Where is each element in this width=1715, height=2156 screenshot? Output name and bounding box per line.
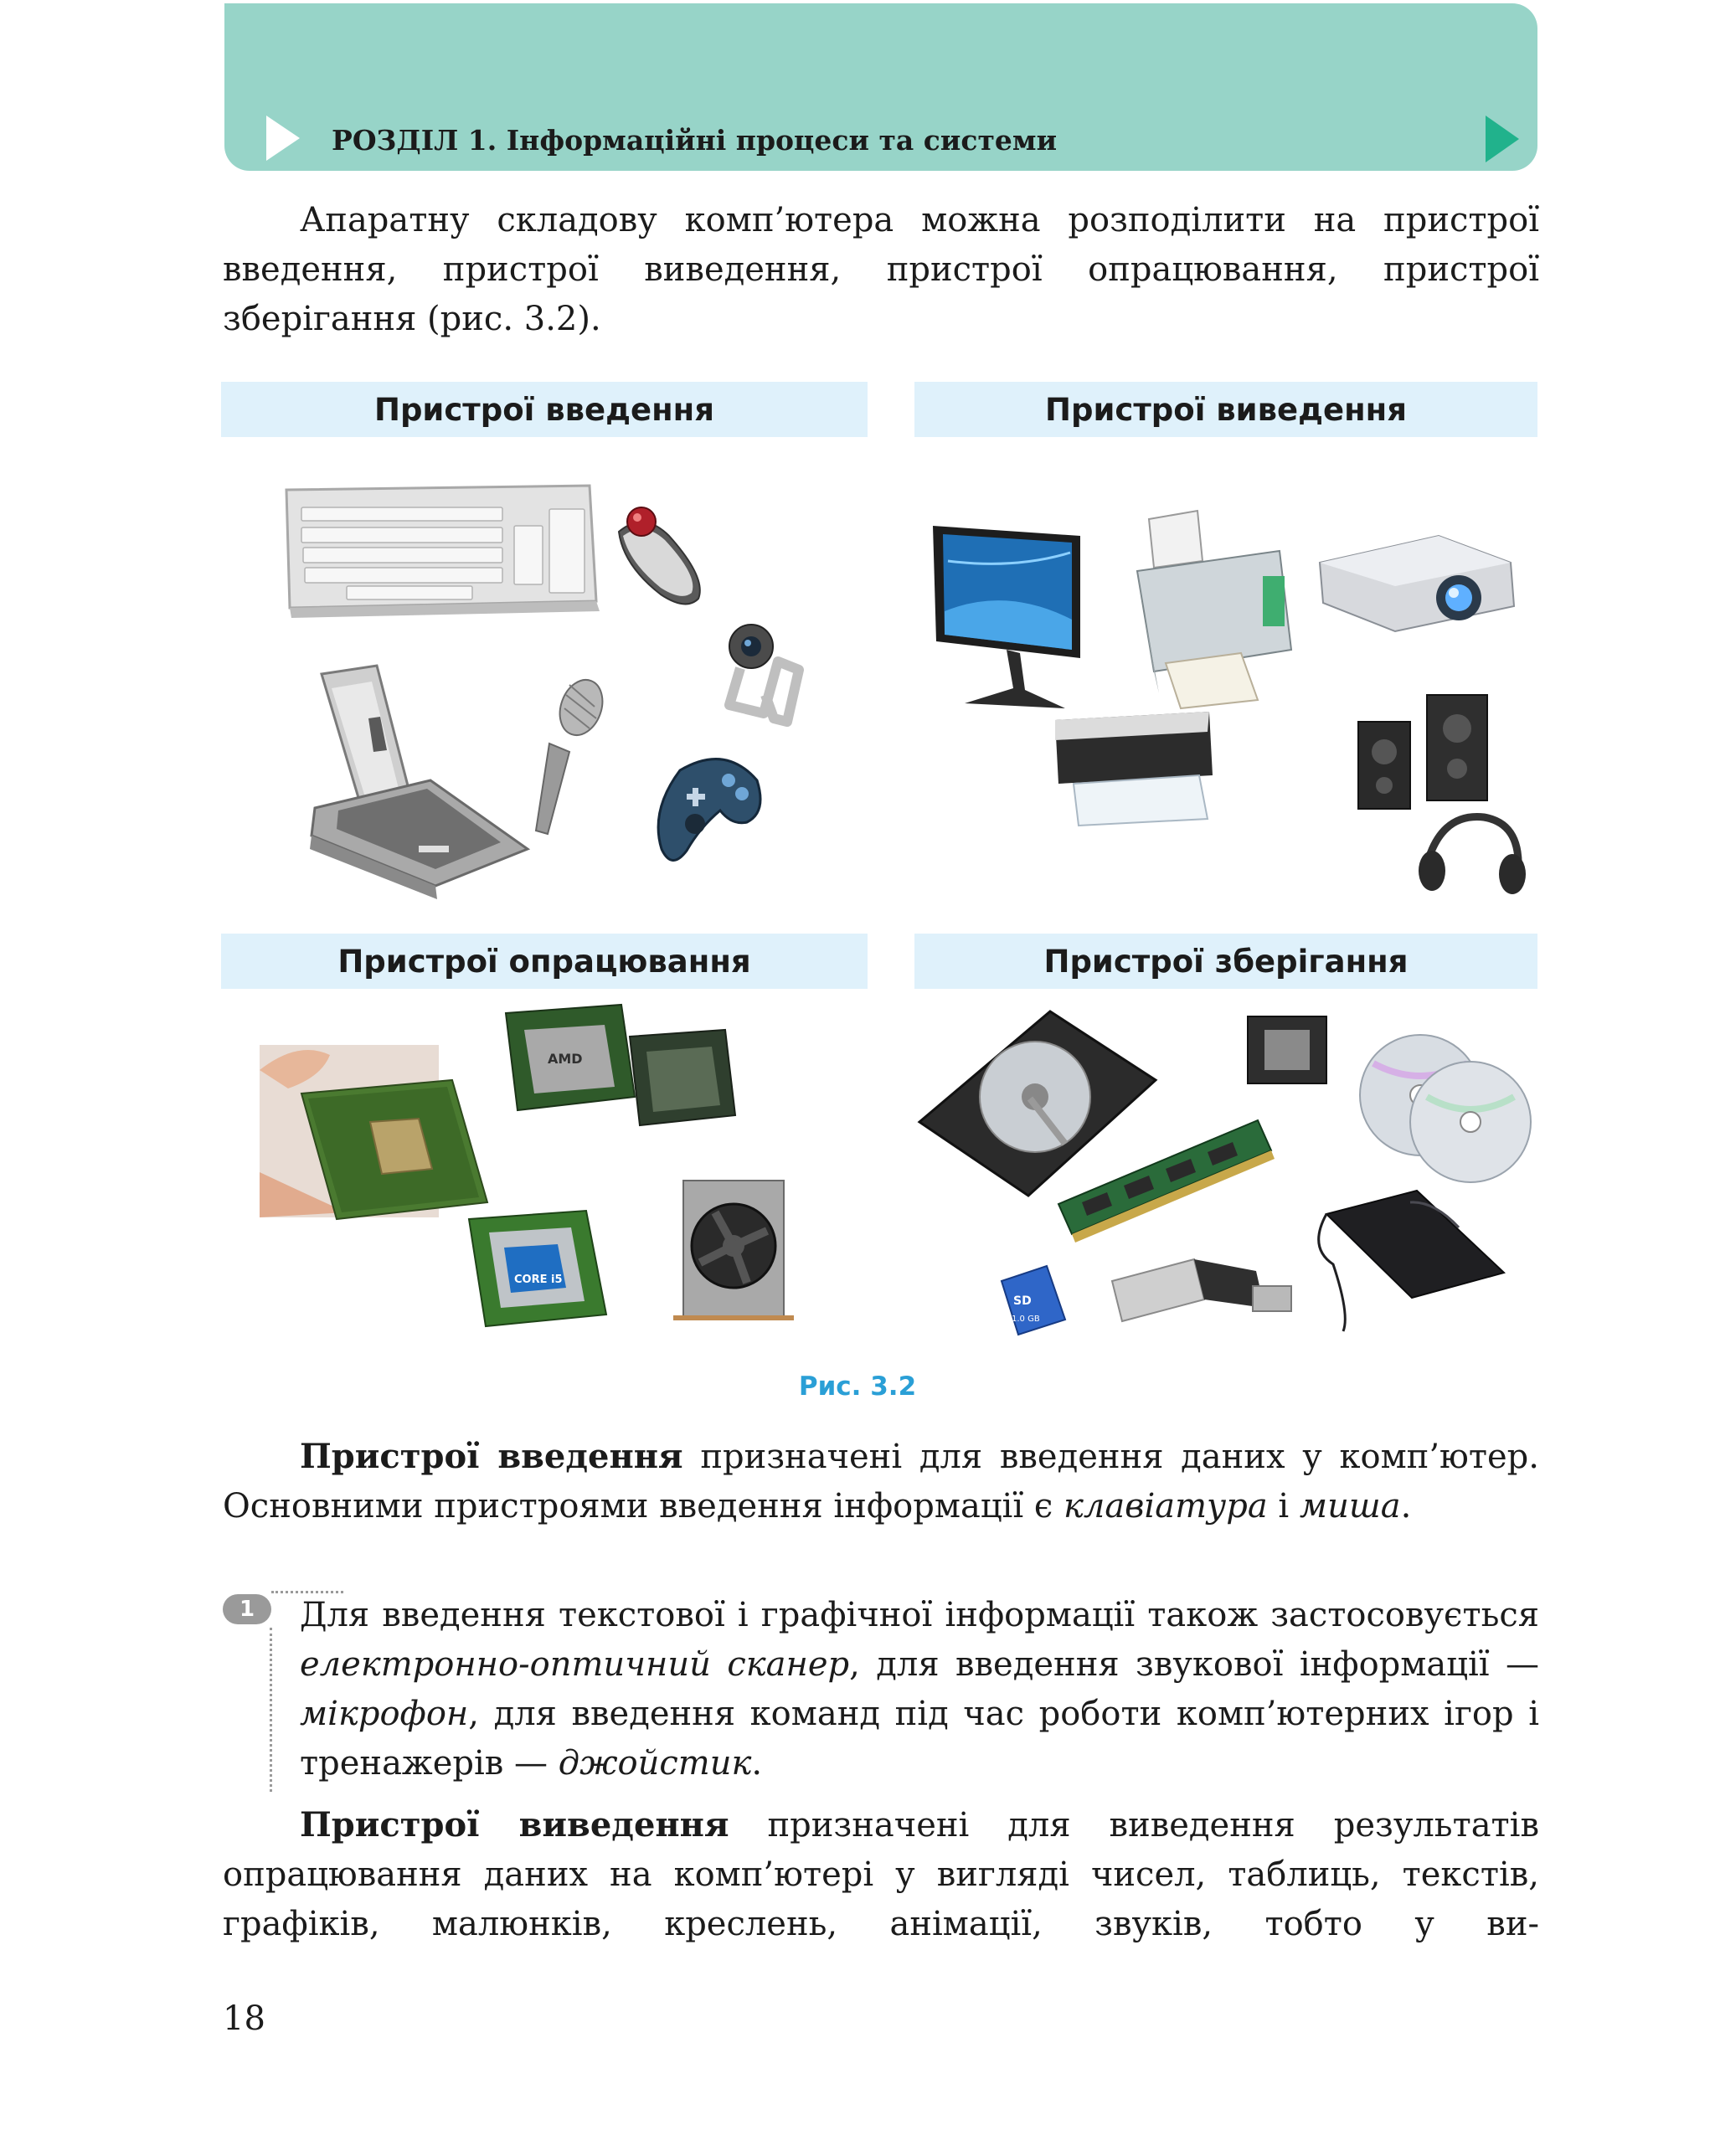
section-title: РОЗДІЛ 1. Інформаційні процеси та системи: [332, 124, 1058, 157]
cd-disc-icon: [1410, 1062, 1531, 1182]
category-output-devices: Пристрої виведення: [914, 382, 1537, 437]
chip-icon: [630, 1030, 735, 1125]
input-devices-illustration: [221, 452, 868, 904]
microphone-icon: [536, 674, 610, 834]
play-triangle-icon: [266, 116, 300, 161]
amd-label: AMD: [548, 1051, 583, 1067]
intro-paragraph: Апаратну складову комп’ютера можна розподілити на пристрої введення, пристрої виведення, пристрої опрацювання, пристрої зберігання (рис. 3.2).: [223, 201, 1539, 338]
storage-devices-illustration: [914, 996, 1537, 1356]
usb-flash-drive-icon: [1112, 1259, 1291, 1321]
trackball-mouse-icon: [619, 507, 700, 604]
sd-card-icon: [1002, 1266, 1065, 1335]
sd-capacity-label: 1.0 GB: [1012, 1315, 1040, 1324]
category-processing-devices: Пристрої опрацювання: [221, 934, 868, 989]
intel-label: CORE i5: [514, 1274, 563, 1286]
page-number: 18: [223, 1999, 265, 2038]
sd-label: SD: [1013, 1294, 1032, 1308]
keyboard-icon: [286, 486, 600, 618]
play-triangle-icon: [1486, 116, 1519, 162]
note-dotted-line: [270, 1628, 272, 1792]
external-drive-icon: [1319, 1191, 1504, 1331]
cooler-fan-icon: [673, 1181, 794, 1318]
inkjet-printer-icon: [1055, 712, 1213, 826]
headphones-icon: [1419, 817, 1526, 894]
scanner-icon: [310, 666, 528, 899]
webcam-icon: [729, 625, 799, 722]
category-storage-devices: Пристрої зберігання: [914, 934, 1537, 989]
speakers-icon: [1358, 695, 1487, 809]
gamepad-icon: [658, 759, 760, 861]
output-devices-illustration: [914, 452, 1537, 904]
intel-processor-icon: [469, 1211, 606, 1326]
projector-icon: [1320, 536, 1514, 631]
input-devices-paragraph: Пристрої введення призначені для введення даних у комп’ютер. Основними пристроями введення інформації є клавіатура і миша.: [223, 1437, 1540, 1526]
figure-caption: Рис. 3.2: [798, 1371, 917, 1402]
hard-disk-icon: [919, 1011, 1156, 1196]
output-devices-paragraph: Пристрої виведення призначені для виведення результатів опрацювання даних на комп’ютері у вигляді чисел, таблиць, текстів, графіків, малюнків, креслень, анімації, звуків, тобто у ви-: [223, 1805, 1539, 1943]
processing-devices-illustration: [221, 996, 868, 1356]
category-input-devices: Пристрої введення: [221, 382, 868, 437]
section-header: [224, 3, 1537, 171]
printer-icon: [1137, 511, 1291, 708]
monitor-icon: [933, 526, 1080, 708]
amd-chipset-icon: [506, 1005, 635, 1110]
note-paragraph: Для введення текстової і графічної інформації також застосовується електронно-оптичний сканер, для введення звукової інформації — мікрофон, для введення команд під час роботи комп’ютерних ігор і тренажерів — джойстик.: [300, 1596, 1540, 1783]
note-marker: 1: [223, 1594, 271, 1624]
memory-chip-icon: [1248, 1016, 1326, 1083]
